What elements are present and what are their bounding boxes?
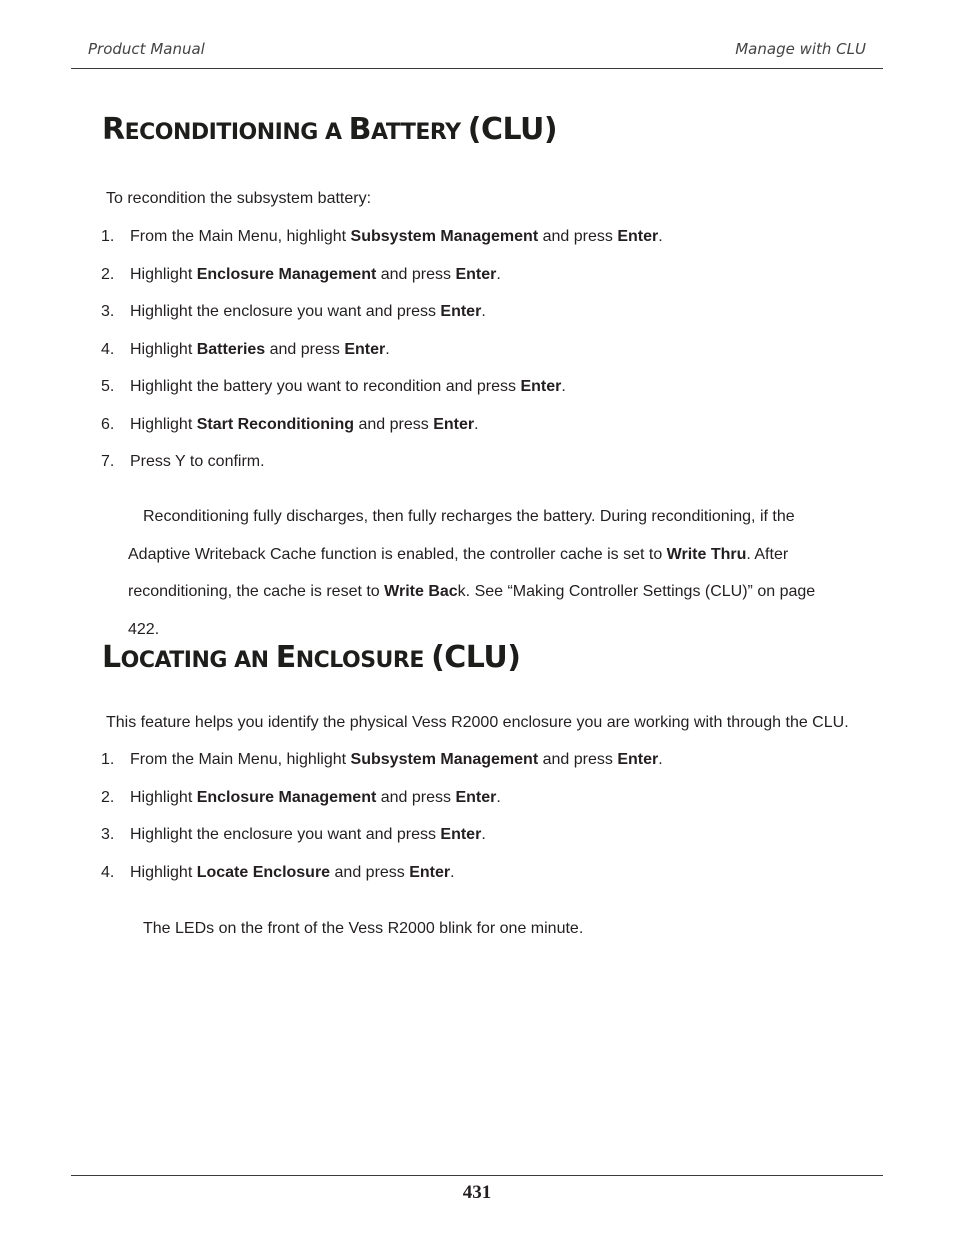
step-text — [130, 415, 479, 435]
bold-term: Subsystem Management — [350, 751, 539, 768]
bold-term: Enter — [617, 228, 659, 245]
text-run: Highlight — [130, 265, 197, 283]
step-text — [130, 788, 501, 808]
step-text — [130, 377, 566, 397]
section2-intro: This feature helps you identify the physical Vess R2000 enclosure you are working with through the CLU. — [106, 714, 849, 731]
running-header — [88, 40, 866, 60]
header-manual-title: Product Manual — [88, 40, 205, 58]
step-text — [130, 452, 265, 472]
step-number: 4. — [101, 340, 115, 358]
bold-term: Enter — [409, 863, 451, 881]
step-number: 3. — [101, 303, 115, 320]
bold-term: Enter — [455, 788, 497, 806]
text-run: and press — [376, 265, 456, 283]
bold-term: Enter — [617, 751, 659, 768]
step-number: 6. — [101, 415, 115, 433]
title-smallcaps: NCLOSURE — [295, 648, 432, 673]
text-run: . — [496, 265, 501, 283]
title-text: (CLU) — [431, 640, 521, 675]
step-number: 2. — [101, 788, 115, 806]
text-run: . — [658, 751, 663, 768]
text-run: and press — [376, 788, 456, 806]
bold-term: Enter — [433, 415, 475, 433]
title-initial: B — [348, 112, 372, 147]
header-section-title: Manage with CLU — [735, 40, 866, 58]
text-run: Highlight — [130, 415, 197, 433]
page-number: 431 — [462, 1182, 492, 1203]
bold-term: Locate Enclosure — [196, 863, 331, 881]
title-smallcaps: ECONDITIONING A — [124, 120, 349, 145]
text-run: From the Main Menu, highlight — [130, 228, 351, 245]
title-smallcaps: ATTERY — [371, 120, 468, 145]
text-run: k. See “Making Controller Settings (CLU)” on page 422. — [128, 583, 816, 638]
text-run: and press — [538, 228, 618, 245]
step-number: 1. — [101, 228, 115, 245]
text-run: Highlight the enclosure you want and press — [130, 303, 441, 320]
text-run: and press — [265, 340, 345, 358]
step-text — [130, 750, 663, 770]
text-run: . — [481, 826, 486, 843]
step-number: 1. — [101, 751, 115, 768]
text-run: . — [474, 415, 479, 433]
step-text — [130, 227, 663, 247]
text-run: and press — [354, 415, 434, 433]
text-run: Highlight — [130, 340, 197, 358]
section-title-locating — [102, 640, 520, 675]
text-run: and press — [538, 751, 618, 768]
title-text: (CLU) — [467, 112, 558, 147]
text-run: and press — [330, 863, 410, 881]
title-initial: L — [102, 640, 121, 675]
bold-term: Enter — [455, 265, 497, 283]
title-smallcaps: OCATING AN — [120, 648, 276, 673]
step-number: 4. — [101, 863, 115, 881]
text-run: From the Main Menu, highlight — [130, 751, 351, 768]
text-run: Highlight the battery you want to recondition and press — [130, 378, 521, 395]
section1-intro: To recondition the subsystem battery: — [106, 190, 372, 207]
bold-term: Write Thru — [666, 545, 747, 563]
title-initial: R — [102, 112, 125, 147]
step-text — [130, 302, 486, 322]
step-number: 5. — [101, 378, 115, 395]
step-text — [130, 265, 501, 285]
title-initial: E — [275, 640, 296, 675]
bold-term: Start Reconditioning — [196, 415, 355, 433]
text-run: Press Y to confirm. — [130, 453, 265, 470]
step-number: 2. — [101, 265, 115, 283]
section-title-reconditioning — [102, 112, 557, 147]
step-text — [130, 340, 390, 360]
step-number: 7. — [101, 453, 115, 470]
text-run: Highlight the enclosure you want and press — [130, 826, 441, 843]
bold-term: Batteries — [196, 340, 266, 358]
step-text — [130, 825, 486, 845]
text-run: Highlight — [130, 863, 197, 881]
bold-term: Enter — [440, 826, 482, 843]
text-run: . — [561, 378, 566, 395]
text-run: . — [496, 788, 501, 806]
text-run: . After reconditioning, the cache is reset to — [128, 545, 789, 600]
step-text — [130, 863, 455, 883]
footer-rule — [71, 1175, 883, 1176]
bold-term: Enter — [440, 303, 482, 320]
bold-term: Write Bac — [384, 583, 458, 600]
header-rule — [71, 68, 883, 69]
text-run: . — [481, 303, 486, 320]
text-run: . — [385, 340, 390, 358]
text-run: . — [658, 228, 663, 245]
bold-term: Enter — [520, 378, 562, 395]
bold-term: Subsystem Management — [350, 228, 539, 245]
bold-term: Enclosure Management — [196, 788, 377, 806]
step-number: 3. — [101, 826, 115, 843]
text-run: Reconditioning fully discharges, then fully recharges the battery. During reconditioning, if the Adaptive Writeback Cache function is enabled, the controller cache is set to — [128, 508, 795, 563]
text-run: Highlight — [130, 788, 197, 806]
text-run: . — [450, 863, 455, 881]
section1-note — [128, 498, 848, 648]
bold-term: Enclosure Management — [196, 265, 377, 283]
bold-term: Enter — [344, 340, 386, 358]
section2-note: The LEDs on the front of the Vess R2000 blink for one minute. — [143, 920, 584, 937]
